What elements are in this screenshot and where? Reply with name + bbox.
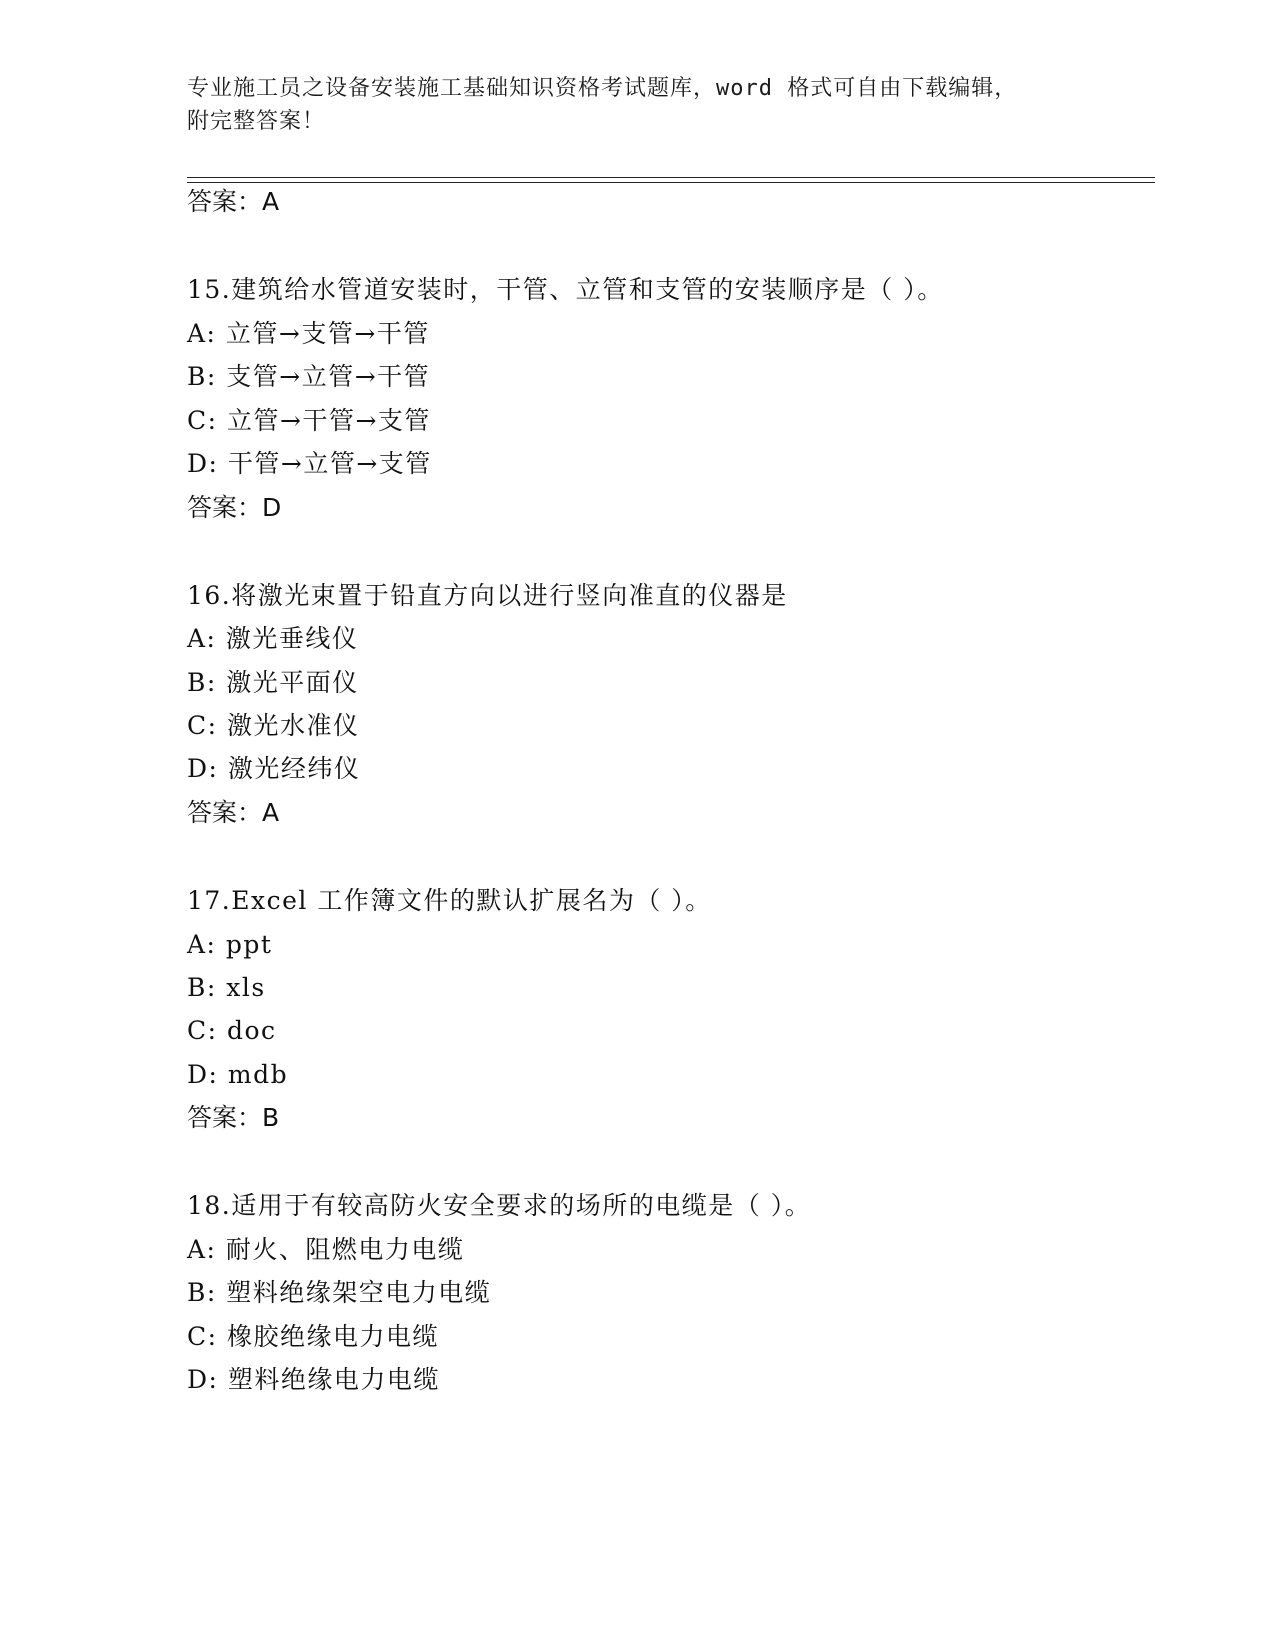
q17-option-c: C: doc xyxy=(187,1016,277,1045)
q15-answer: 答案：D xyxy=(187,493,282,522)
q18-option-b: B: 塑料绝缘架空电力电缆 xyxy=(187,1278,492,1307)
header-divider-top xyxy=(187,177,1155,178)
q16-answer: 答案：A xyxy=(187,798,280,827)
previous-answer: 答案：A xyxy=(187,187,280,216)
question-18: 18.适用于有较高防火安全要求的场所的电缆是（ ）。 xyxy=(187,1191,812,1220)
q16-option-c: C: 激光水准仪 xyxy=(187,711,360,740)
document-header xyxy=(187,72,1107,138)
q17-option-a: A: ppt xyxy=(187,930,273,959)
q18-option-a: A: 耐火、阻燃电力电缆 xyxy=(187,1235,465,1264)
header-line-2: 附完整答案！ xyxy=(187,109,326,134)
question-17: 17.Excel 工作簿文件的默认扩展名为（ ）。 xyxy=(187,886,712,915)
q15-option-d: D: 干管→立管→支管 xyxy=(187,449,432,478)
q15-option-c: C: 立管→干管→支管 xyxy=(187,406,431,435)
q15-option-a: A: 立管→支管→干管 xyxy=(187,319,430,348)
question-16: 16.将激光束置于铅直方向以进行竖向准直的仪器是 xyxy=(187,581,788,610)
q18-option-d: D: 塑料绝缘电力电缆 xyxy=(187,1365,440,1394)
q17-answer: 答案：B xyxy=(187,1103,280,1132)
q17-option-d: D: mdb xyxy=(187,1060,289,1089)
q18-option-c: C: 橡胶绝缘电力电缆 xyxy=(187,1322,439,1351)
question-15: 15.建筑给水管道安装时，干管、立管和支管的安装顺序是（ ）。 xyxy=(187,275,944,304)
header-divider-bottom xyxy=(187,182,1155,183)
q15-option-b: B: 支管→立管→干管 xyxy=(187,362,431,391)
q17-option-b: B: xls xyxy=(187,973,266,1002)
q16-option-d: D: 激光经纬仪 xyxy=(187,754,361,783)
q16-option-b: B: 激光平面仪 xyxy=(187,668,359,697)
q16-option-a: A: 激光垂线仪 xyxy=(187,624,359,653)
header-line-1: 专业施工员之设备安装施工基础知识资格考试题库，word 格式可自由下载编辑， xyxy=(187,76,1018,101)
